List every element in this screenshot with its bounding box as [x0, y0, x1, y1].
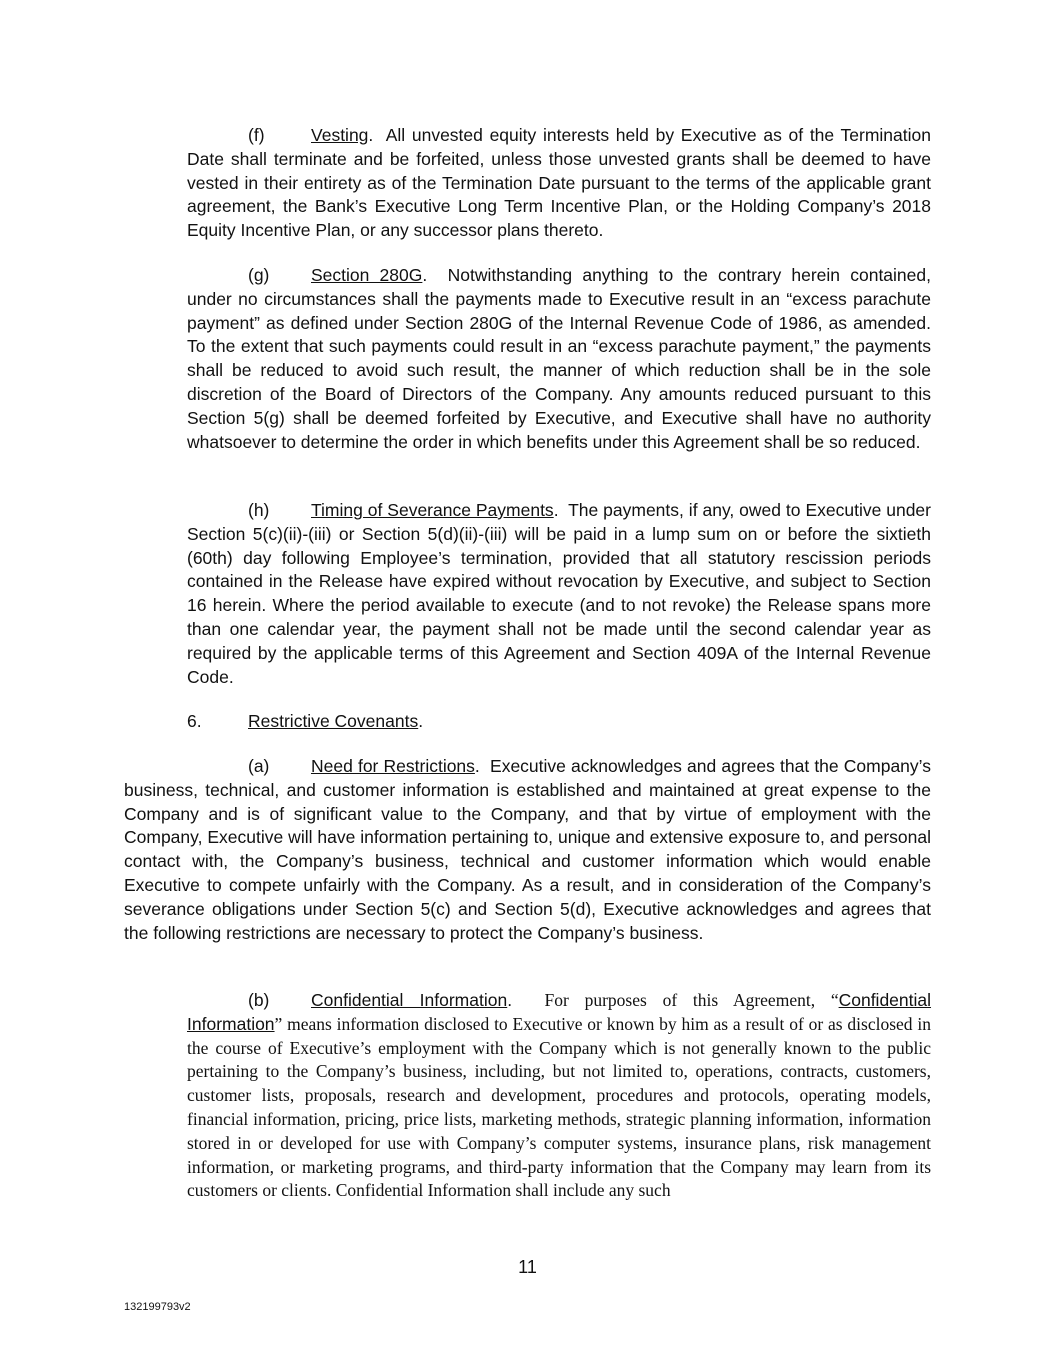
paragraph-heading: Need for Restrictions: [311, 756, 475, 776]
paragraph-heading: Vesting: [311, 125, 369, 145]
document-id: 132199793v2: [124, 1301, 191, 1313]
defined-term: Confidential Information: [187, 990, 932, 1034]
paragraph-heading: Section 280G: [311, 265, 423, 285]
paragraph-label: (a): [248, 756, 270, 776]
paragraph-text: All unvested equity interests held by Executive as of the Termination Date shall terminate and be forfeited, unless those unvested grants shall be deemed to have vested in their entirety as of the Termination Date pursuant to the terms of the applicable grant agreement, the Bank’s Executive Long Term Incentive Plan, or the Holding Company’s 2018 Equity Incentive Plan, or any successor plans thereto.: [187, 125, 931, 241]
paragraph-text-after: ” means information disclosed to Executive or known by him as a result of or as disclosed in the course of Executive’s employment with the Company which is not generally known to the public pertaining to the Company’s business, including, but not limited to, operations, contracts, customers, customer lists, proposals, research and development, procedures and protocols, operating models, financial information, pricing, price lists, marketing methods, strategic planning information, information stored in or developed for use with Company’s computer systems, insurance plans, risk management information, or marketing programs, and third-party information that the Company may learn from its customers or clients. Confidential Information shall include any such: [187, 1013, 931, 1201]
paragraph-need-for-restrictions: (a) Need for Restrictions. Executive acknowledges and agrees that the Company’s business, technical, and customer information is established and maintained at great expense to the Company and is of significant value to the Company, and that by virtue of employment with the Company, Executive will have information pertaining to, unique and extensive exposure to, and personal contact with, the Company’s business, technical and customer information which would enable Executive to compete unfairly with the Company. As a result, and in consideration of the Company’s severance obligations under Section 5(c) and Section 5(d), Executive acknowledges and agrees that the following restrictions are necessary to protect the Company’s business.: [124, 756, 931, 943]
paragraph-text-before: For purposes of this Agreement, “: [544, 990, 839, 1010]
paragraph-label: (b): [248, 990, 270, 1010]
paragraph-heading: Timing of Severance Payments: [311, 500, 554, 520]
section-heading: Restrictive Covenants: [248, 711, 419, 731]
paragraph-section-280g: (g) Section 280G. Notwithstanding anything to the contrary herein contained, under no circumstances shall the payments made to Executive result in an “excess parachute payment” as defined under Section 280G of the Internal Revenue Code of 1986, as amended. To the extent that such payments could result in an “excess parachute payment,” the payments shall be reduced to avoid such result, the manner of which reduction shall be in the sole discretion of the Board of Directors of the Company. Any amounts reduced pursuant to this Section 5(g) shall be deemed forfeited by Executive, and Executive shall have no authority whatsoever to determine the order in which benefits under this Agreement shall be so reduced.: [187, 265, 931, 452]
paragraph-text: Notwithstanding anything to the contrary herein contained, under no circumstances shall the payments made to Executive result in an “excess parachute payment” as defined under Section 280G of the Internal Revenue Code of 1986, as amended. To the extent that such payments could result in an “excess parachute payment,” the payments shall be reduced to avoid such result, the manner of which reduction shall be in the sole discretion of the Board of Directors of the Company. Any amounts reduced pursuant to this Section 5(g) shall be deemed forfeited by Executive, and Executive shall have no authority whatsoever to determine the order in which benefits under this Agreement shall be so reduced.: [187, 265, 931, 452]
paragraph-label: (h): [248, 500, 270, 520]
paragraph-heading: Confidential Information: [311, 990, 508, 1010]
paragraph-confidential-information: (b) Confidential Information. For purposes of this Agreement, “Confidential Information” means information disclosed to Executive or known by him as a result of or as disclosed in the course of Executive’s employment with the Company which is not generally known to the public pertaining to the Company’s business, including, but not limited to, operations, contracts, customers, customer lists, proposals, research and development, procedures and protocols, operating models, financial information, pricing, price lists, marketing methods, strategic planning information, information stored in or developed for use with Company’s computer systems, insurance plans, risk management information, or marketing programs, and third-party information that the Company may learn from its customers or clients. Confidential Information shall include any such: [187, 990, 932, 1201]
section-number: 6.: [187, 711, 202, 731]
paragraph-text: The payments, if any, owed to Executive under Section 5(c)(ii)-(iii) or Section 5(d)(ii)-(iii) will be paid in a lump sum on or before the sixtieth (60th) day following Employee’s termination, provided that all statutory rescission periods contained in the Release have expired without revocation by Executive, and subject to Section 16 herein. Where the period available to execute (and to not revoke) the Release spans more than one calendar year, the payment shall not be made until the second calendar year as required by the applicable terms of this Agreement and Section 409A of the Internal Revenue Code.: [187, 500, 931, 687]
paragraph-text: Executive acknowledges and agrees that the Company’s business, technical, and customer information is established and maintained at great expense to the Company and is of significant value to the Company, and that by virtue of employment with the Company, Executive will have information pertaining to, unique and extensive exposure to, and personal contact with, the Company’s business, technical and customer information which would enable Executive to compete unfairly with the Company. As a result, and in consideration of the Company’s severance obligations under Section 5(c) and Section 5(d), Executive acknowledges and agrees that the following restrictions are necessary to protect the Company’s business.: [124, 756, 931, 943]
page-number: 11: [518, 1257, 537, 1277]
paragraph-vesting: (f) Vesting. All unvested equity interests held by Executive as of the Termination Date shall terminate and be forfeited, unless those unvested grants shall be deemed to have vested in their entirety as of the Termination Date pursuant to the terms of the applicable grant agreement, the Bank’s Executive Long Term Incentive Plan, or the Holding Company’s 2018 Equity Incentive Plan, or any successor plans thereto.: [187, 125, 931, 241]
paragraph-label: (f): [248, 125, 265, 145]
section-restrictive-covenants: 6. Restrictive Covenants.: [187, 710, 931, 734]
paragraph-timing-of-severance: (h) Timing of Severance Payments. The payments, if any, owed to Executive under Section 5(c)(ii)-(iii) or Section 5(d)(ii)-(iii) will be paid in a lump sum on or before the sixtieth (60th) day following Employee’s termination, provided that all statutory rescission periods contained in the Release have expired without revocation by Executive, and subject to Section 16 herein. Where the period available to execute (and to not revoke) the Release spans more than one calendar year, the payment shall not be made until the second calendar year as required by the applicable terms of this Agreement and Section 409A of the Internal Revenue Code.: [187, 500, 931, 687]
paragraph-label: (g): [248, 265, 270, 285]
